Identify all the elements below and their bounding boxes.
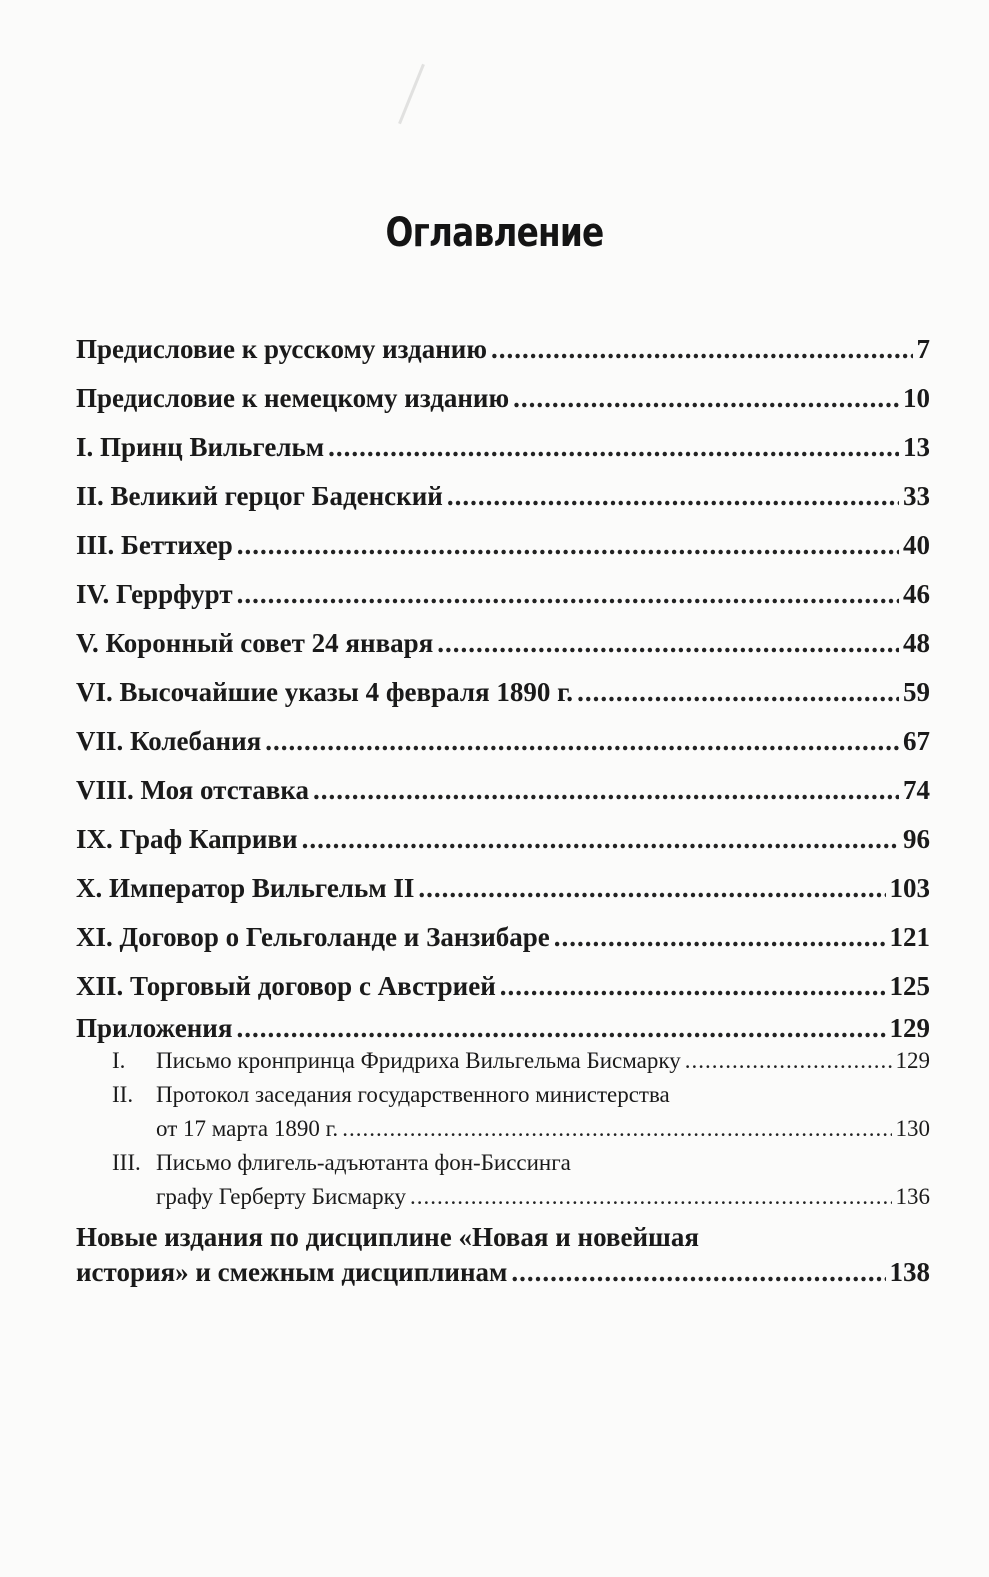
toc-entry[interactable]: [76, 383, 930, 423]
dot-leader: [342, 1116, 891, 1142]
toc-entry-page: 125: [889, 971, 930, 1001]
toc-entry[interactable]: [76, 726, 930, 766]
toc-entry-label: VIII. Моя отставка: [76, 775, 310, 805]
dot-leader: [447, 481, 899, 512]
toc-entry-page: 121: [889, 922, 930, 952]
toc-entry-page: 67: [903, 726, 930, 756]
dot-leader: [500, 971, 886, 1002]
toc-entry-page: 129: [889, 1013, 930, 1043]
toc-entry-label: XI. Договор о Гельголанде и Занзибаре: [76, 922, 550, 952]
dot-leader: [554, 922, 886, 953]
toc-entry-appendices[interactable]: [76, 1013, 930, 1053]
appendix-page: 136: [895, 1184, 930, 1209]
dot-leader: [236, 1013, 885, 1044]
dot-leader: [491, 334, 913, 365]
toc-entry-label: I. Принц Вильгельм: [76, 432, 325, 462]
toc-entry-label: IX. Граф Каприви: [76, 824, 298, 854]
dot-leader: [437, 628, 899, 659]
toc-entry[interactable]: [76, 579, 930, 619]
toc-entry-last-line[interactable]: [76, 1257, 930, 1297]
appendix-numeral: II.: [112, 1082, 134, 1107]
appendix-page: 129: [895, 1048, 930, 1073]
dot-leader: [328, 432, 899, 463]
page-title: Оглавление: [385, 210, 604, 256]
toc-entry-page: 96: [903, 824, 930, 854]
appendix-title-line: графу Герберту Бисмарку: [156, 1184, 406, 1209]
toc-entry-label: VII. Колебания: [76, 726, 262, 756]
toc-entry-page: 59: [903, 677, 930, 707]
toc-entry-label: VI. Высочайшие указы 4 февраля 1890 г.: [76, 677, 574, 707]
toc-entry-page: 10: [903, 383, 930, 413]
appendix-entry-first-line[interactable]: [112, 1150, 571, 1176]
appendix-title-line: Письмо флигель-адъютанта фон-Биссинга: [156, 1150, 571, 1175]
toc-entry-label: II. Великий герцог Баденский: [76, 481, 443, 511]
toc-entry-label: Приложения: [76, 1013, 233, 1043]
appendix-entry-last-line[interactable]: [156, 1116, 930, 1150]
appendix-entry-last-line[interactable]: [156, 1184, 930, 1218]
toc-entry-page: 33: [903, 481, 930, 511]
dot-leader: [237, 579, 899, 610]
toc-entry[interactable]: [76, 824, 930, 864]
appendix-title-line: от 17 марта 1890 г.: [156, 1116, 339, 1141]
dot-leader: [410, 1184, 892, 1210]
dot-leader: [418, 873, 885, 904]
toc-entry[interactable]: [76, 530, 930, 570]
dot-leader: [302, 824, 899, 855]
appendix-numeral: III.: [112, 1150, 141, 1175]
toc-entry-page: 48: [903, 628, 930, 658]
appendix-entry[interactable]: [112, 1048, 930, 1082]
toc-entry[interactable]: [76, 481, 930, 521]
toc-entry-label: Предисловие к немецкому изданию: [76, 383, 510, 413]
dot-leader: [685, 1048, 892, 1074]
toc-entry[interactable]: [76, 922, 930, 962]
toc-entry[interactable]: [76, 334, 930, 374]
toc-entry-label: XII. Торговый договор с Австрией: [76, 971, 496, 1001]
dot-leader: [577, 677, 899, 708]
toc-entry[interactable]: [76, 971, 930, 1011]
toc-entry-title-line: Новые издания по дисциплине «Новая и новейшая: [76, 1222, 699, 1252]
toc-entry-page: 13: [903, 432, 930, 462]
dot-leader: [511, 1257, 885, 1288]
appendix-numeral: I.: [112, 1048, 126, 1073]
appendix-label: [112, 1048, 681, 1074]
toc-entry-label: Предисловие к русскому изданию: [76, 334, 487, 364]
dot-leader: [313, 775, 899, 806]
toc-entry-page: 103: [889, 873, 930, 903]
toc-entry-label: III. Беттихер: [76, 530, 233, 560]
toc-entry[interactable]: [76, 873, 930, 913]
scan-mark: [398, 64, 425, 124]
appendix-page: 130: [895, 1116, 930, 1141]
toc-entry[interactable]: [76, 432, 930, 472]
toc-entry-first-line[interactable]: [76, 1222, 699, 1253]
appendix-title-line: Протокол заседания государственного министерства: [156, 1082, 670, 1107]
toc-entry[interactable]: [76, 628, 930, 668]
toc-entry-title-line: история» и смежным дисциплинам: [76, 1257, 508, 1287]
dot-leader: [237, 530, 899, 561]
appendix-entry-first-line[interactable]: [112, 1082, 670, 1108]
dot-leader: [265, 726, 899, 757]
toc-entry[interactable]: [76, 775, 930, 815]
appendix-title-line: Письмо кронпринца Фридриха Вильгельма Бисмарку: [156, 1048, 681, 1073]
toc-entry-page: 138: [889, 1257, 930, 1287]
toc-entry-page: 46: [903, 579, 930, 609]
dot-leader: [513, 383, 899, 414]
toc-entry-page: 7: [916, 334, 930, 364]
toc-entry-label: X. Император Вильгельм II: [76, 873, 415, 903]
toc-entry[interactable]: [76, 677, 930, 717]
toc-entry-label: V. Коронный совет 24 января: [76, 628, 434, 658]
toc-entry-label: IV. Геррфурт: [76, 579, 233, 609]
toc-entry-page: 40: [903, 530, 930, 560]
toc-entry-page: 74: [903, 775, 930, 805]
